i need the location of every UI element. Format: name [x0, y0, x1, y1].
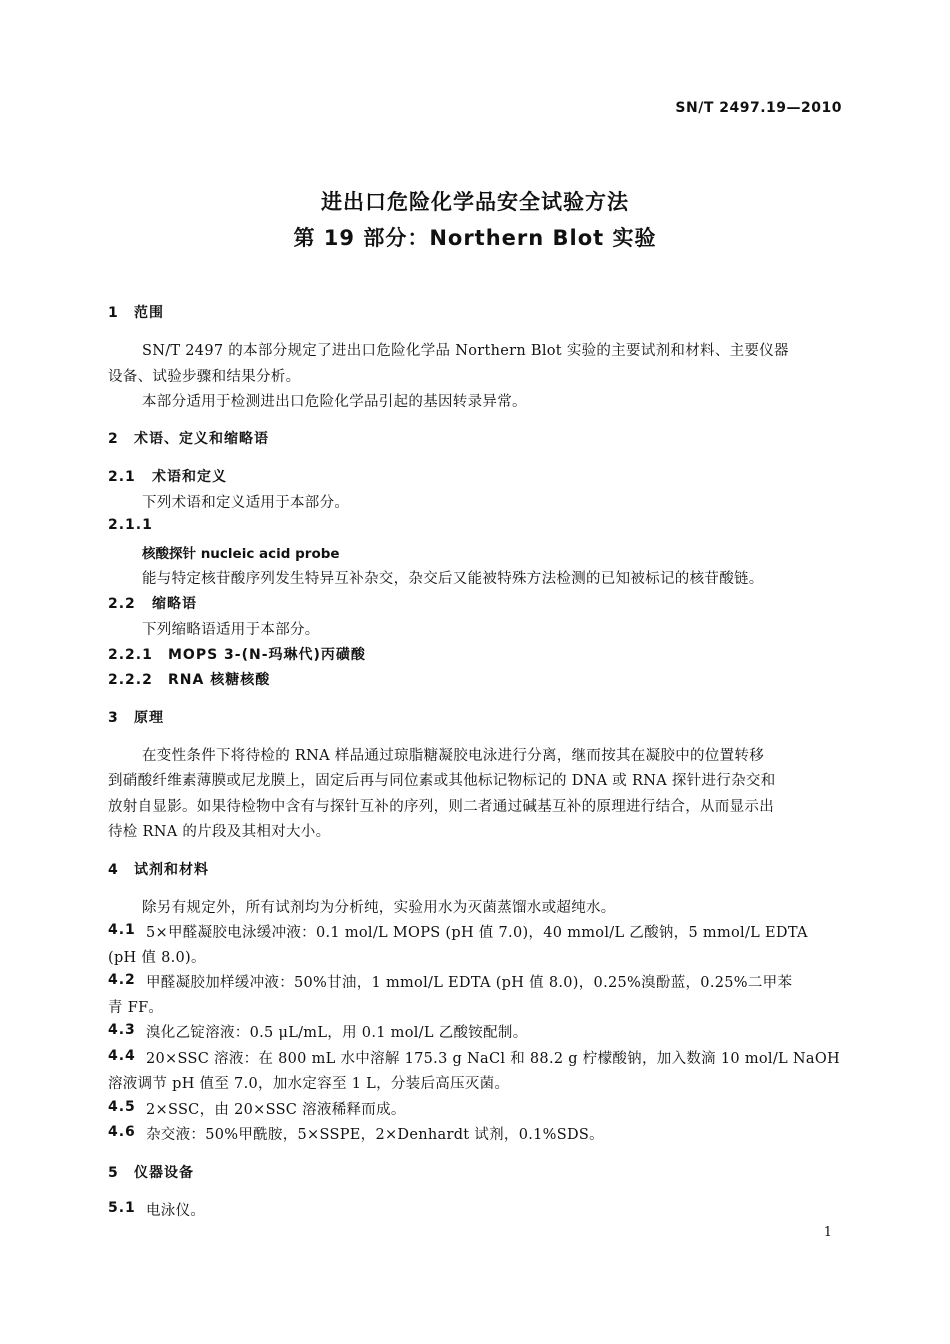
item-text: 5×甲醛凝胶电泳缓冲液：0.1 mol/L MOPS (pH 值 7.0)，40 mmol/L 乙酸钠，5 mmol/L EDTA — [146, 925, 808, 941]
item-number: 4.4 — [108, 1048, 136, 1064]
paragraph-line: 下列缩略语适用于本部分。 — [142, 622, 320, 638]
clause-2-1-1-number: 2.1.1 — [108, 517, 153, 533]
item-number: 4.3 — [108, 1022, 136, 1038]
title-line-1: 进出口危险化学品安全试验方法 — [321, 190, 629, 214]
section-4-heading — [108, 859, 209, 879]
paragraph-line: 待检 RNA 的片段及其相对大小。 — [108, 824, 331, 840]
item-number: 4.6 — [108, 1124, 136, 1140]
section-number: 5 — [108, 1165, 119, 1181]
item-text: 电泳仪。 — [146, 1203, 206, 1219]
section-number: 2.1 — [108, 469, 136, 485]
section-title: 缩略语 — [152, 596, 197, 612]
section-number: 2.2.1 — [108, 647, 153, 663]
paragraph-line: 在变性条件下将待检的 RNA 样品通过琼脂糖凝胶电泳进行分离，继而按其在凝胶中的位置转移 — [142, 748, 764, 764]
item-text: 杂交液：50%甲酰胺，5×SSPE，2×Denhardt 试剂，0.1%SDS。 — [146, 1127, 604, 1143]
item-text: 溴化乙锭溶液：0.5 μL/mL，用 0.1 mol/L 乙酸铵配制。 — [146, 1025, 528, 1041]
item-text-continued: 溶液调节 pH 值至 7.0，加水定容至 1 L，分装后高压灭菌。 — [108, 1076, 510, 1092]
item-text-continued: 青 FF。 — [108, 1000, 164, 1016]
term-definition: 能与特定核苷酸序列发生特异互补杂交，杂交后又能被特殊方法检测的已知被标记的核苷酸链。 — [142, 571, 764, 587]
abbreviation-entry — [108, 644, 366, 664]
paragraph-line: 下列术语和定义适用于本部分。 — [142, 495, 350, 511]
section-number: 2 — [108, 431, 119, 447]
abbreviation-text: RNA 核糖核酸 — [168, 672, 271, 688]
title-line-2: 第 19 部分：Northern Blot 实验 — [293, 226, 657, 250]
section-title: 术语和定义 — [152, 469, 227, 485]
subsection-2-1-heading — [108, 466, 227, 486]
paragraph-line: SN/T 2497 的本部分规定了进出口危险化学品 Northern Blot 实验的主要试剂和材料、主要仪器 — [142, 343, 789, 359]
term-entry: 核酸探针 nucleic acid probe — [142, 546, 340, 562]
paragraph-line: 本部分适用于检测进出口危险化学品引起的基因转录异常。 — [142, 394, 527, 410]
item-text: 2×SSC，由 20×SSC 溶液稀释而成。 — [146, 1102, 406, 1118]
section-3-heading — [108, 707, 164, 727]
abbreviation-entry — [108, 669, 270, 689]
page-number: 1 — [823, 1225, 832, 1240]
section-2-heading — [108, 428, 269, 448]
section-title: 仪器设备 — [134, 1165, 194, 1181]
paragraph-line: 放射自显影。如果待检物中含有与探针互补的序列，则二者通过碱基互补的原理进行结合，从而显示出 — [108, 799, 774, 815]
section-number: 1 — [108, 305, 119, 321]
section-title: 范围 — [134, 305, 164, 321]
section-title: 试剂和材料 — [134, 862, 209, 878]
section-title: 术语、定义和缩略语 — [134, 431, 269, 447]
section-title: 原理 — [134, 710, 164, 726]
paragraph-line: 到硝酸纤维素薄膜或尼龙膜上，固定后再与同位素或其他标记物标记的 DNA 或 RNA 探针进行杂交和 — [108, 773, 776, 789]
section-number: 4 — [108, 862, 119, 878]
section-number: 3 — [108, 710, 119, 726]
section-number: 2.2 — [108, 596, 136, 612]
item-text: 20×SSC 溶液：在 800 mL 水中溶解 175.3 g NaCl 和 88.2 g 柠檬酸钠，加入数滴 10 mol/L NaOH — [146, 1051, 840, 1067]
item-text-continued: (pH 值 8.0)。 — [108, 950, 206, 966]
paragraph-line: 设备、试验步骤和结果分析。 — [108, 369, 301, 385]
item-number: 5.1 — [108, 1200, 136, 1216]
paragraph-line: 除另有规定外，所有试剂均为分析纯，实验用水为灭菌蒸馏水或超纯水。 — [142, 900, 616, 916]
section-5-heading — [108, 1162, 194, 1182]
item-number: 4.1 — [108, 922, 136, 938]
item-number: 4.5 — [108, 1099, 136, 1115]
subsection-2-2-heading — [108, 593, 197, 613]
section-1-heading — [108, 302, 164, 322]
standard-code: SN/T 2497.19—2010 — [675, 100, 842, 116]
abbreviation-text: MOPS 3-(N-玛琳代)丙磺酸 — [168, 647, 366, 663]
item-text: 甲醛凝胶加样缓冲液：50%甘油，1 mmol/L EDTA (pH 值 8.0)，0.25%溴酚蓝，0.25%二甲苯 — [146, 975, 793, 991]
section-number: 2.2.2 — [108, 672, 153, 688]
item-number: 4.2 — [108, 972, 136, 988]
